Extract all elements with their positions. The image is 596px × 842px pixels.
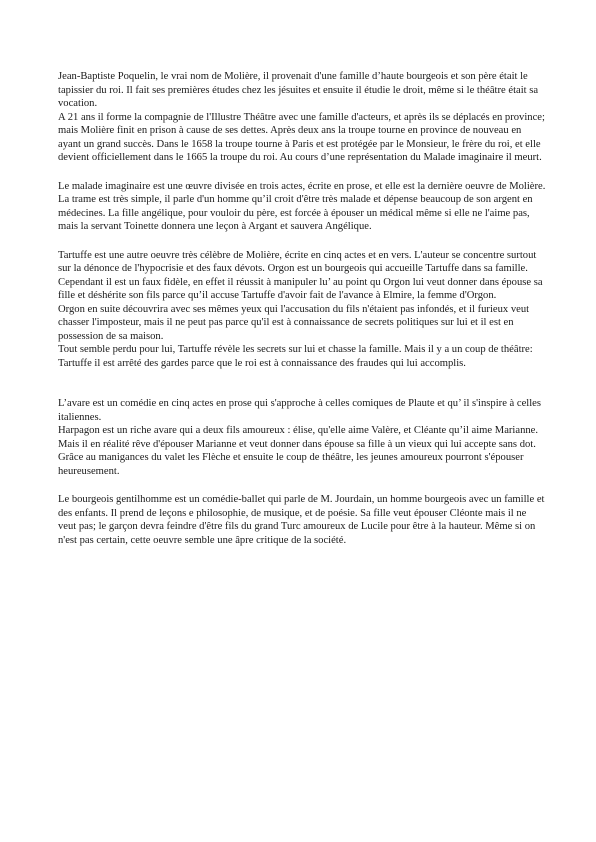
section-malade-imaginaire [58,180,546,234]
paragraph-tartuffe-ending: Tout semble perdu pour lui, Tartuffe révèle les secrets sur lui et chasse la famille. Mais il y a un coup de théâtre: Tartuffe il est arrêté des gardes parce que le roi est à connaissance des fraudes qui lui accomplis. [58,344,533,369]
section-bourgeois-gentilhomme [58,493,546,547]
section-tartuffe [58,249,546,371]
paragraph-malade-imaginaire: Le malade imaginaire est une œuvre divisée en trois actes, écrite en prose, et elle est la dernière oeuvre de Molière. La trame est très simple, il parle d'un homme qu’il croit d'être très malade et dépense beaucoup de son argent en médecines. La fille angélique, pour vouloir du père, est forcée à épouser un médical même si elle ne l'aime pas, mais la servant Toinette donnera une leçon à Argant et sauvera Angélique. [58,180,546,232]
section-moliere-biography [58,70,546,165]
paragraph-avare-harpagon: Harpagon est un riche avare qui a deux fils amoureux : élise, qu'elle aime Valère, et Cléante qu’il aime Marianne. Mais il en réalité rêve d'épouser Marianne et veut donner dans épouse sa fille à un vieux qui lui accepte sans dot. [58,425,539,450]
paragraph-avare-intro: L’avare est un comédie en cinq actes en prose qui s'approche à celles comiques de Plaute et qu’ il s'inspire à celles italiennes. [58,398,542,423]
paragraph-tartuffe-intro: Tartuffe est une autre oeuvre très célèbre de Molière, écrite en cinq actes et en vers. L'auteur se concentre surtout sur la dénonce de l'hypocrisie et des faux dévots. Orgon est un bourgeois qui accueille Tartuffe dans sa famille. Cependant il est un faux fidèle, en effet il réussit à manipuler lu’ au point qu Orgon lui veut donner dans épouse sa fille et déshérite son fils parce qu’il accuse Tartuffe d'avoir fait de l'avance à Elmire, la femme d'Orgon. [58,249,543,301]
paragraph-biography-origins: Jean-Baptiste Poquelin, le vrai nom de Molière, il provenait d'une famille d’haute bourgeois et son père était le tapissier du roi. Il fait ses premières études chez les jésuites et ensuite il étudie le droit, même si le théâtre était sa vocation. [58,71,539,109]
paragraph-tartuffe-orgon: Orgon en suite découvrira avec ses mêmes yeux qui l'accusation du fils n'étaient pas infondés, et il furieux veut chasser l'imposteur, mais il ne peut pas parce qu'il est à connaissance de secrets politiques sur lui et il est en possession de sa maison. [58,303,530,342]
paragraph-bourgeois-gentilhomme: Le bourgeois gentilhomme est un comédie-ballet qui parle de M. Jourdain, un homme bourgeois avec un famille et des enfants. Il prend de leçons e philosophie, de musique, et de poésie. Sa fille veut épouser Cléonte mais il ne veut pas; le garçon devra feindre d'être fils du grand Turc amoureux de Lucile pour être à la hauteur. Même si on n'est pas certain, cette oeuvre semble une âpre critique de la société. [58,494,545,546]
paragraph-avare-ending: Grâce au manigances du valet les Flèche et ensuite le coup de théâtre, les jeunes amoureux pourront s'épouser heureusement. [58,452,524,477]
paragraph-biography-troupe: A 21 ans il forme la compagnie de l'Illustre Théâtre avec une famille d'acteurs, et après ils se déplacés en province; mais Molière finit en prison à cause de ses dettes. Après deux ans la troupe tourne en province de nouveau en ayant un grand succès. Dans le 1658 la troupe tourne à Paris et est protégée par le Monsieur, le frère du roi, et elle devient officiellement dans le 1665 la troupe du roi. Au cours d’une représentation du Malade imaginaire il meurt. [58,111,545,163]
section-avare [58,397,546,478]
